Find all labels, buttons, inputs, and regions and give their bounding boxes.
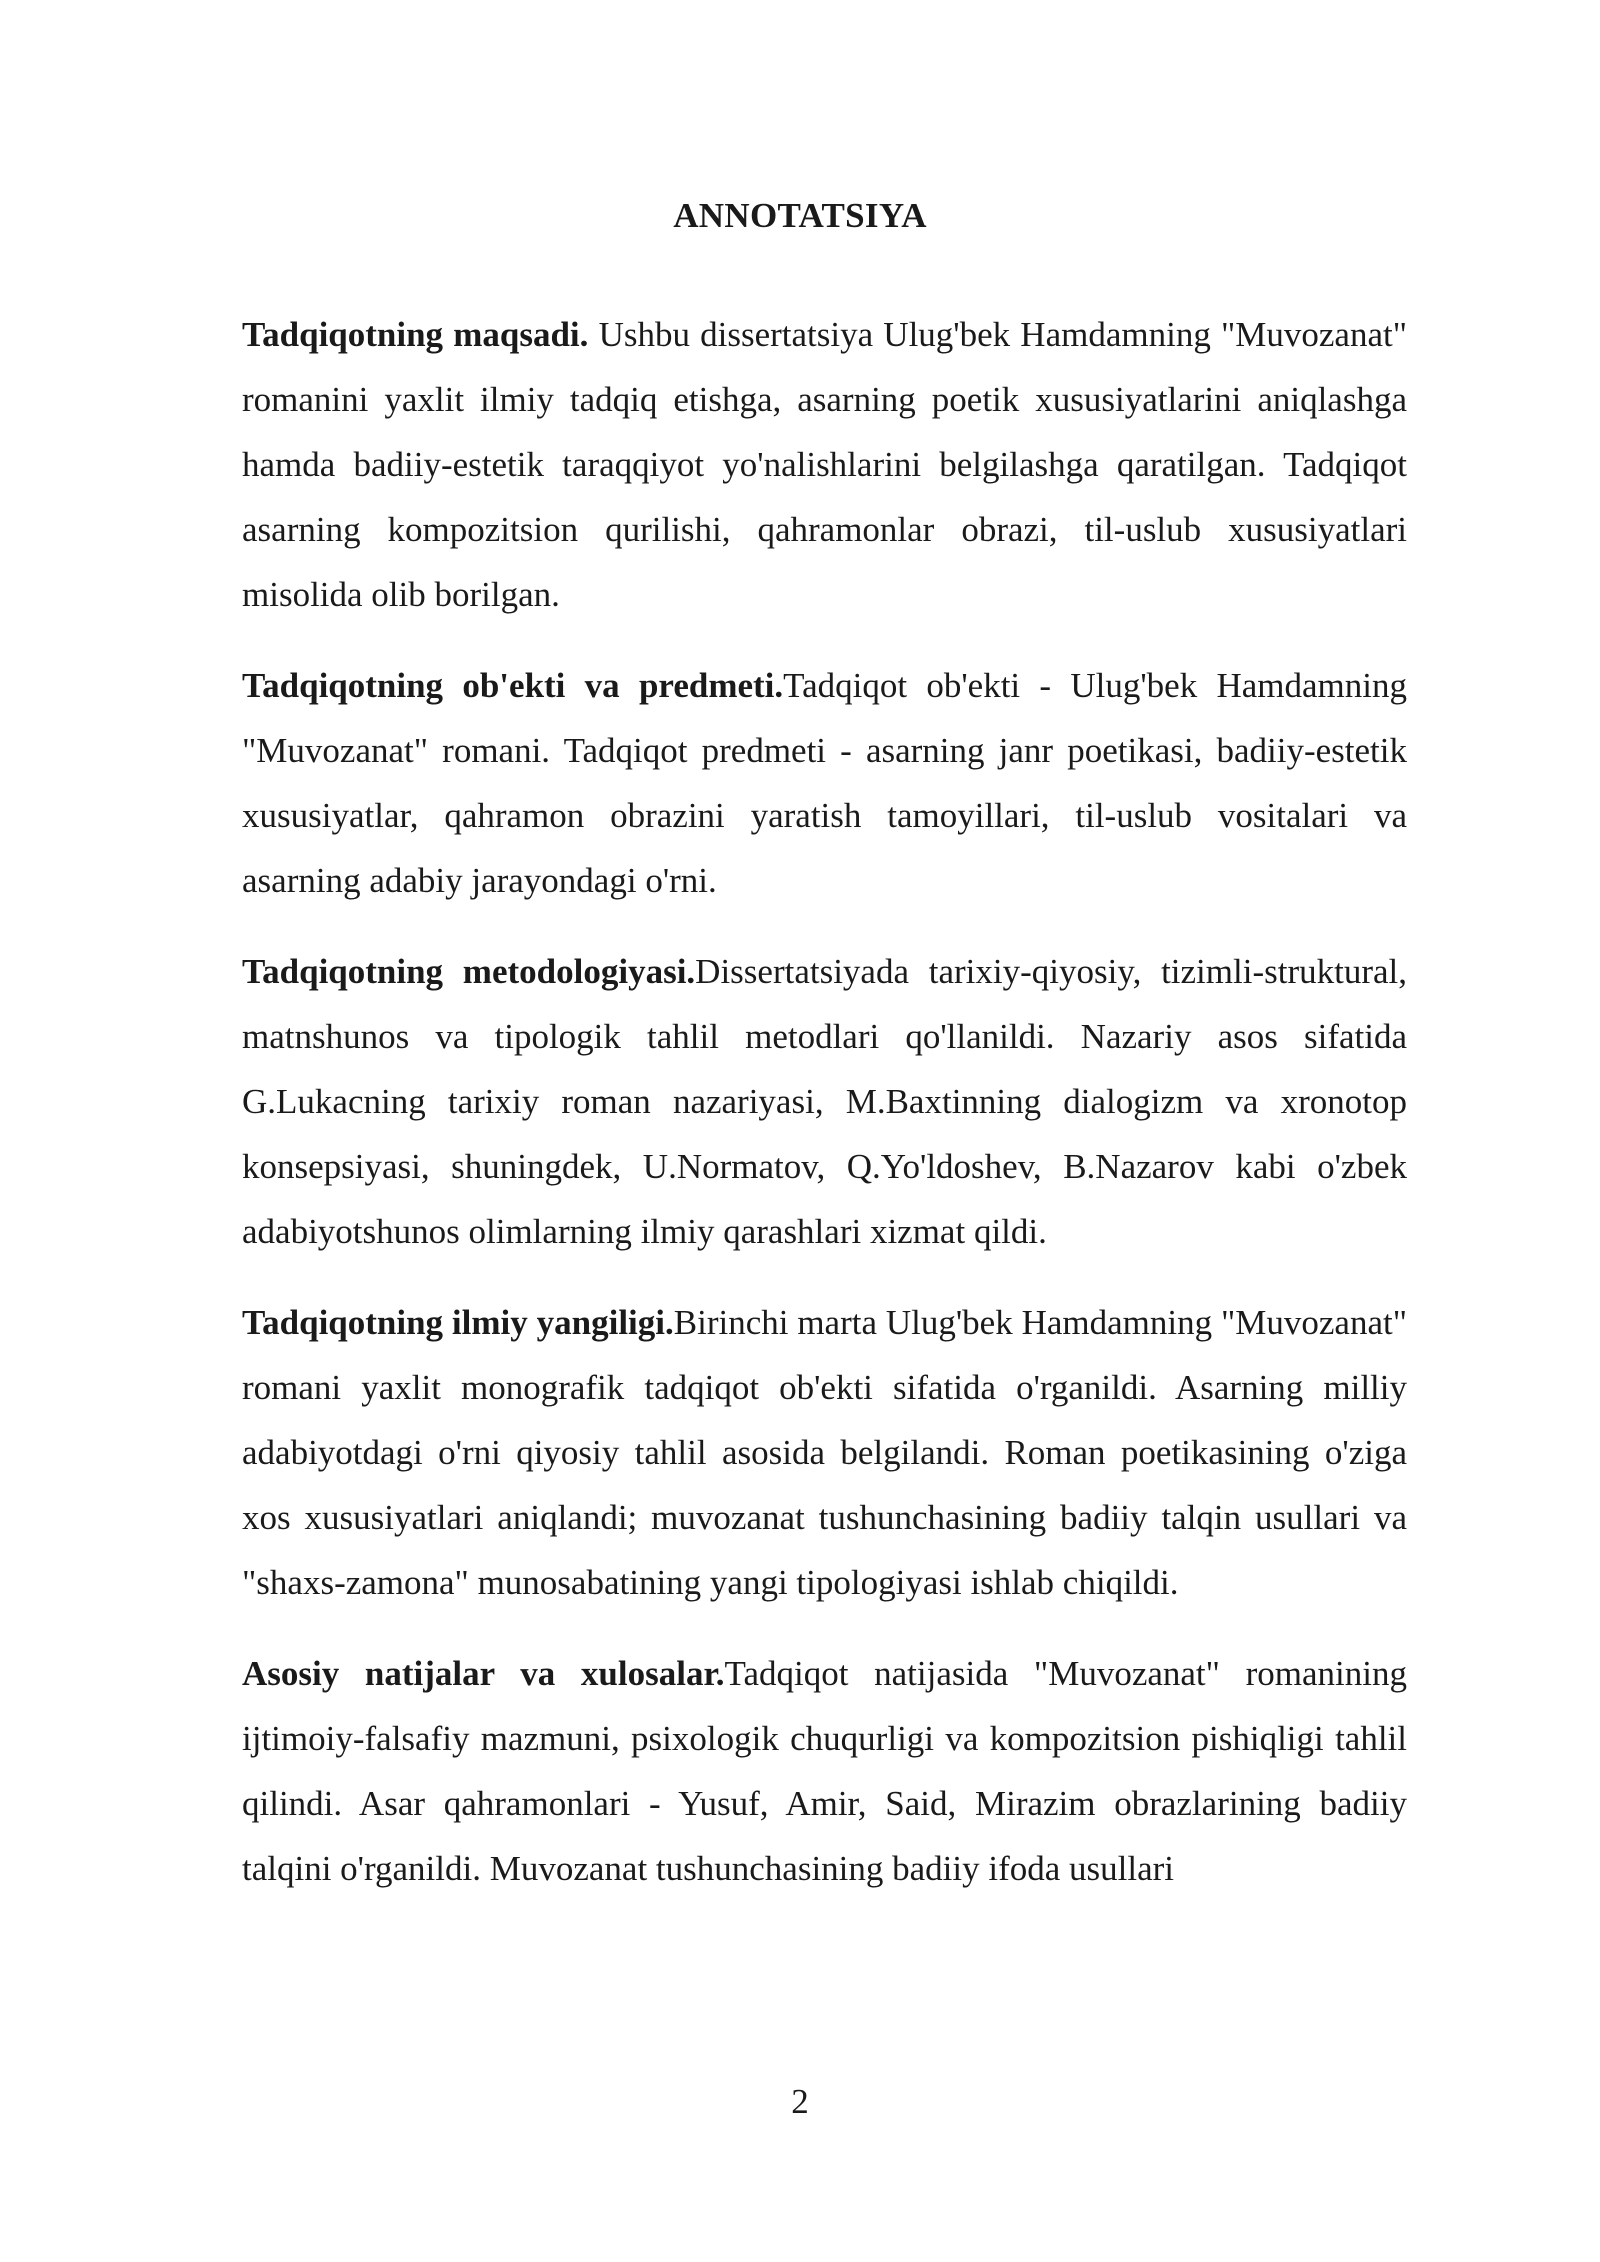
paragraph-methodology bbox=[242, 939, 1407, 1264]
paragraph-text: Tadqiqot natijasida "Muvozanat" romanining ijtimoiy-falsafiy mazmuni, psixologik chuqurligi va kompozitsion pishiqligi tahlil qilindi. Asar qahramonlari - Yusuf, Amir, Said, Mirazim obrazlarining badiiy talqini o'rganildi. Muvozanat tushunchasining badiiy ifoda usullari bbox=[242, 1654, 1407, 1888]
paragraph-object-subject bbox=[242, 653, 1407, 913]
page-title: ANNOTATSIYA bbox=[673, 196, 927, 235]
paragraph-text: Birinchi marta Ulug'bek Hamdamning "Muvozanat" romani yaxlit monografik tadqiqot ob'ekti sifatida o'rganildi. Asarning milliy adabiyotdagi o'rni qiyosiy tahlil asosida belgilandi. Roman poetikasining o'ziga xos xususiyatlari aniqlandi; muvozanat tushunchasining badiiy talqin usullari va "shaxs-zamona" munosabatining yangi tipologiyasi ishlab chiqildi. bbox=[242, 1303, 1407, 1602]
paragraph-text: Ushbu dissertatsiya Ulug'bek Hamdamning "Muvozanat" romanini yaxlit ilmiy tadqiq etishga, asarning poetik xususiyatlarini aniqlashga hamda badiiy-estetik taraqqiyot yo'nalishlarini belgilashga qaratilgan. Tadqiqot asarning kompozitsion qurilishi, qahramonlar obrazi, til-uslub xususiyatlari misolida olib borilgan. bbox=[242, 315, 1407, 614]
paragraph-heading: Asosiy natijalar va xulosalar. bbox=[242, 1654, 725, 1693]
page-number: 2 bbox=[791, 2082, 809, 2121]
annotation-body bbox=[242, 302, 1407, 1927]
paragraph-results bbox=[242, 1641, 1407, 1901]
paragraph-heading: Tadqiqotning maqsadi. bbox=[242, 315, 589, 354]
paragraph-heading: Tadqiqotning ilmiy yangiligi. bbox=[242, 1303, 674, 1342]
paragraph-text: Dissertatsiyada tarixiy-qiyosiy, tizimli-struktural, matnshunos va tipologik tahlil metodlari qo'llanildi. Nazariy asos sifatida G.Lukacning tarixiy roman nazariyasi, M.Baxtinning dialogizm va xronotop konsepsiyasi, shuningdek, U.Normatov, Q.Yo'ldoshev, B.Nazarov kabi o'zbek adabiyotshunos olimlarning ilmiy qarashlari xizmat qildi. bbox=[242, 952, 1407, 1251]
paragraph-heading: Tadqiqotning metodologiyasi. bbox=[242, 952, 696, 991]
paragraph-heading: Tadqiqotning ob'ekti va predmeti. bbox=[242, 666, 784, 705]
paragraph-purpose bbox=[242, 302, 1407, 627]
paragraph-novelty bbox=[242, 1290, 1407, 1615]
paragraph-text: Tadqiqot ob'ekti - Ulug'bek Hamdamning "Muvozanat" romani. Tadqiqot predmeti - asarning janr poetikasi, badiiy-estetik xususiyatlar, qahramon obrazini yaratish tamoyillari, til-uslub vositalari va asarning adabiy jarayondagi o'rni. bbox=[242, 666, 1407, 900]
